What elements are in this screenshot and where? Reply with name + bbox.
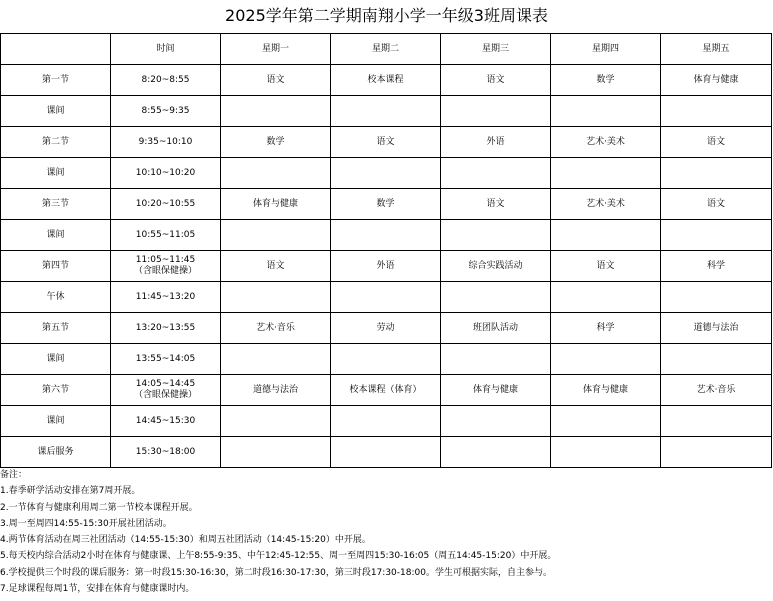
notes <box>0 467 773 597</box>
note-line: 5.每天校内综合活动2小时在体育与健康课、上午8:55-9:35、中午12:45-12:55、周一至周四15:30-16:05（周五14:45-15:20）中开展。 <box>0 551 557 562</box>
period-cell: 午休 <box>1 282 111 313</box>
time-cell <box>111 220 221 251</box>
table-row <box>1 406 772 437</box>
subject-cell <box>331 282 441 313</box>
period-cell: 课间 <box>1 96 111 127</box>
subject-cell: 校本课程（体育） <box>331 375 441 406</box>
note-line: 备注： <box>0 470 28 480</box>
subject-cell <box>551 282 661 313</box>
subject-cell <box>551 344 661 375</box>
subject-cell: 语文 <box>441 189 551 220</box>
table-row <box>1 96 772 127</box>
time-cell <box>111 127 221 158</box>
header-cell: 星期一 <box>221 34 331 65</box>
table-row <box>1 313 772 344</box>
subject-cell: 艺术·音乐 <box>221 313 331 344</box>
time-line: 10:10~10:20 <box>135 167 196 178</box>
subject-cell: 体育与健康 <box>441 375 551 406</box>
subject-cell: 道德与法治 <box>221 375 331 406</box>
time-line: 14:45~15:30 <box>135 415 196 426</box>
subject-cell <box>441 344 551 375</box>
subject-cell: 道德与法治 <box>661 313 772 344</box>
time-cell <box>111 375 221 406</box>
time-cell <box>111 96 221 127</box>
subject-cell <box>221 344 331 375</box>
table-row <box>1 344 772 375</box>
time-cell <box>111 65 221 96</box>
header-row <box>1 34 772 65</box>
subject-cell <box>551 437 661 468</box>
subject-cell: 校本课程 <box>331 65 441 96</box>
time-line: 14:05~14:45 <box>135 379 196 389</box>
page-title: 2025学年第二学期南翔小学一年级3班周课表 <box>225 6 548 25</box>
subject-cell <box>441 437 551 468</box>
subject-cell: 语文 <box>551 251 661 282</box>
subject-cell <box>661 406 772 437</box>
table-row <box>1 375 772 406</box>
subject-cell: 科学 <box>551 313 661 344</box>
time-cell <box>111 344 221 375</box>
table-row <box>1 65 772 96</box>
subject-cell: 艺术·美术 <box>551 127 661 158</box>
subject-cell: 语文 <box>221 65 331 96</box>
subject-cell <box>661 158 772 189</box>
period-cell: 第六节 <box>1 375 111 406</box>
subject-cell <box>331 344 441 375</box>
period-cell: 课间 <box>1 220 111 251</box>
time-cell <box>111 251 221 282</box>
note-line: 3.周一至周四14:55-15:30开展社团活动。 <box>0 518 172 529</box>
period-cell: 第一节 <box>1 65 111 96</box>
subject-cell: 综合实践活动 <box>441 251 551 282</box>
period-cell: 第二节 <box>1 127 111 158</box>
note-line: 7.足球课程每周1节，安排在体育与健康课时内。 <box>0 584 195 595</box>
subject-cell: 体育与健康 <box>221 189 331 220</box>
subject-cell <box>221 437 331 468</box>
subject-cell <box>551 96 661 127</box>
time-line: 13:20~13:55 <box>135 322 196 333</box>
subject-cell: 班团队活动 <box>441 313 551 344</box>
subject-cell: 外语 <box>441 127 551 158</box>
subject-cell <box>221 220 331 251</box>
time-cell <box>111 437 221 468</box>
period-cell: 第三节 <box>1 189 111 220</box>
subject-cell <box>551 158 661 189</box>
subject-cell <box>331 437 441 468</box>
subject-cell <box>221 406 331 437</box>
note-line: 4.两节体育活动在周三社团活动（14:55-15:30）和周五社团活动（14:45-15:20）中开展。 <box>0 535 371 546</box>
time-line: 8:55~9:35 <box>141 105 190 116</box>
subject-cell: 语文 <box>441 65 551 96</box>
subject-cell <box>441 158 551 189</box>
time-cell <box>111 313 221 344</box>
time-line: 10:20~10:55 <box>135 198 196 209</box>
time-line: 13:55~14:05 <box>135 353 196 364</box>
subject-cell <box>331 220 441 251</box>
subject-cell <box>551 406 661 437</box>
time-line: （含眼保健操） <box>133 390 197 400</box>
header-cell: 星期三 <box>441 34 551 65</box>
period-cell: 课间 <box>1 406 111 437</box>
subject-cell <box>221 158 331 189</box>
subject-cell: 劳动 <box>331 313 441 344</box>
table-row <box>1 437 772 468</box>
subject-cell: 数学 <box>331 189 441 220</box>
subject-cell: 数学 <box>551 65 661 96</box>
subject-cell <box>221 282 331 313</box>
header-cell: 时间 <box>111 34 221 65</box>
note-line: 6.学校提供三个时段的课后服务：第一时段15:30-16:30，第二时段16:30-17:30，第三时段17:30-18:00。学生可根据实际，自主参与。 <box>0 567 552 578</box>
subject-cell: 艺术·美术 <box>551 189 661 220</box>
note-line: 1.春季研学活动安排在第7周开展。 <box>0 486 141 497</box>
time-line: 11:05~11:45 <box>135 255 196 265</box>
time-line: 15:30~18:00 <box>135 446 196 457</box>
subject-cell <box>331 406 441 437</box>
timetable-grid <box>0 33 772 468</box>
header-cell <box>1 34 111 65</box>
time-line: （含眼保健操） <box>133 266 197 276</box>
subject-cell: 艺术·音乐 <box>661 375 772 406</box>
subject-cell: 体育与健康 <box>551 375 661 406</box>
subject-cell: 数学 <box>221 127 331 158</box>
table-row <box>1 158 772 189</box>
subject-cell: 语文 <box>661 127 772 158</box>
time-cell <box>111 282 221 313</box>
subject-cell <box>441 220 551 251</box>
subject-cell: 语文 <box>661 189 772 220</box>
table-row <box>1 189 772 220</box>
subject-cell: 语文 <box>331 127 441 158</box>
time-line: 11:45~13:20 <box>135 291 196 302</box>
subject-cell <box>661 344 772 375</box>
subject-cell: 科学 <box>661 251 772 282</box>
subject-cell <box>661 220 772 251</box>
subject-cell <box>661 96 772 127</box>
subject-cell <box>551 220 661 251</box>
subject-cell <box>441 282 551 313</box>
period-cell: 课后服务 <box>1 437 111 468</box>
time-line: 8:20~8:55 <box>141 74 190 85</box>
header-cell: 星期二 <box>331 34 441 65</box>
time-cell <box>111 189 221 220</box>
subject-cell <box>331 158 441 189</box>
table-row <box>1 251 772 282</box>
table-row <box>1 282 772 313</box>
table-row <box>1 127 772 158</box>
time-line: 9:35~10:10 <box>138 136 193 147</box>
time-line: 10:55~11:05 <box>135 229 196 240</box>
header-cell: 星期四 <box>551 34 661 65</box>
period-cell: 课间 <box>1 158 111 189</box>
period-cell: 第五节 <box>1 313 111 344</box>
time-cell <box>111 158 221 189</box>
period-cell: 第四节 <box>1 251 111 282</box>
subject-cell <box>441 406 551 437</box>
subject-cell <box>331 96 441 127</box>
subject-cell <box>661 282 772 313</box>
subject-cell: 体育与健康 <box>661 65 772 96</box>
subject-cell <box>221 96 331 127</box>
header-cell: 星期五 <box>661 34 772 65</box>
table-row <box>1 220 772 251</box>
subject-cell <box>661 437 772 468</box>
note-line: 2.一节体育与健康利用周二第一节校本课程开展。 <box>0 502 198 513</box>
period-cell: 课间 <box>1 344 111 375</box>
time-cell <box>111 406 221 437</box>
subject-cell: 语文 <box>221 251 331 282</box>
subject-cell: 外语 <box>331 251 441 282</box>
subject-cell <box>441 96 551 127</box>
